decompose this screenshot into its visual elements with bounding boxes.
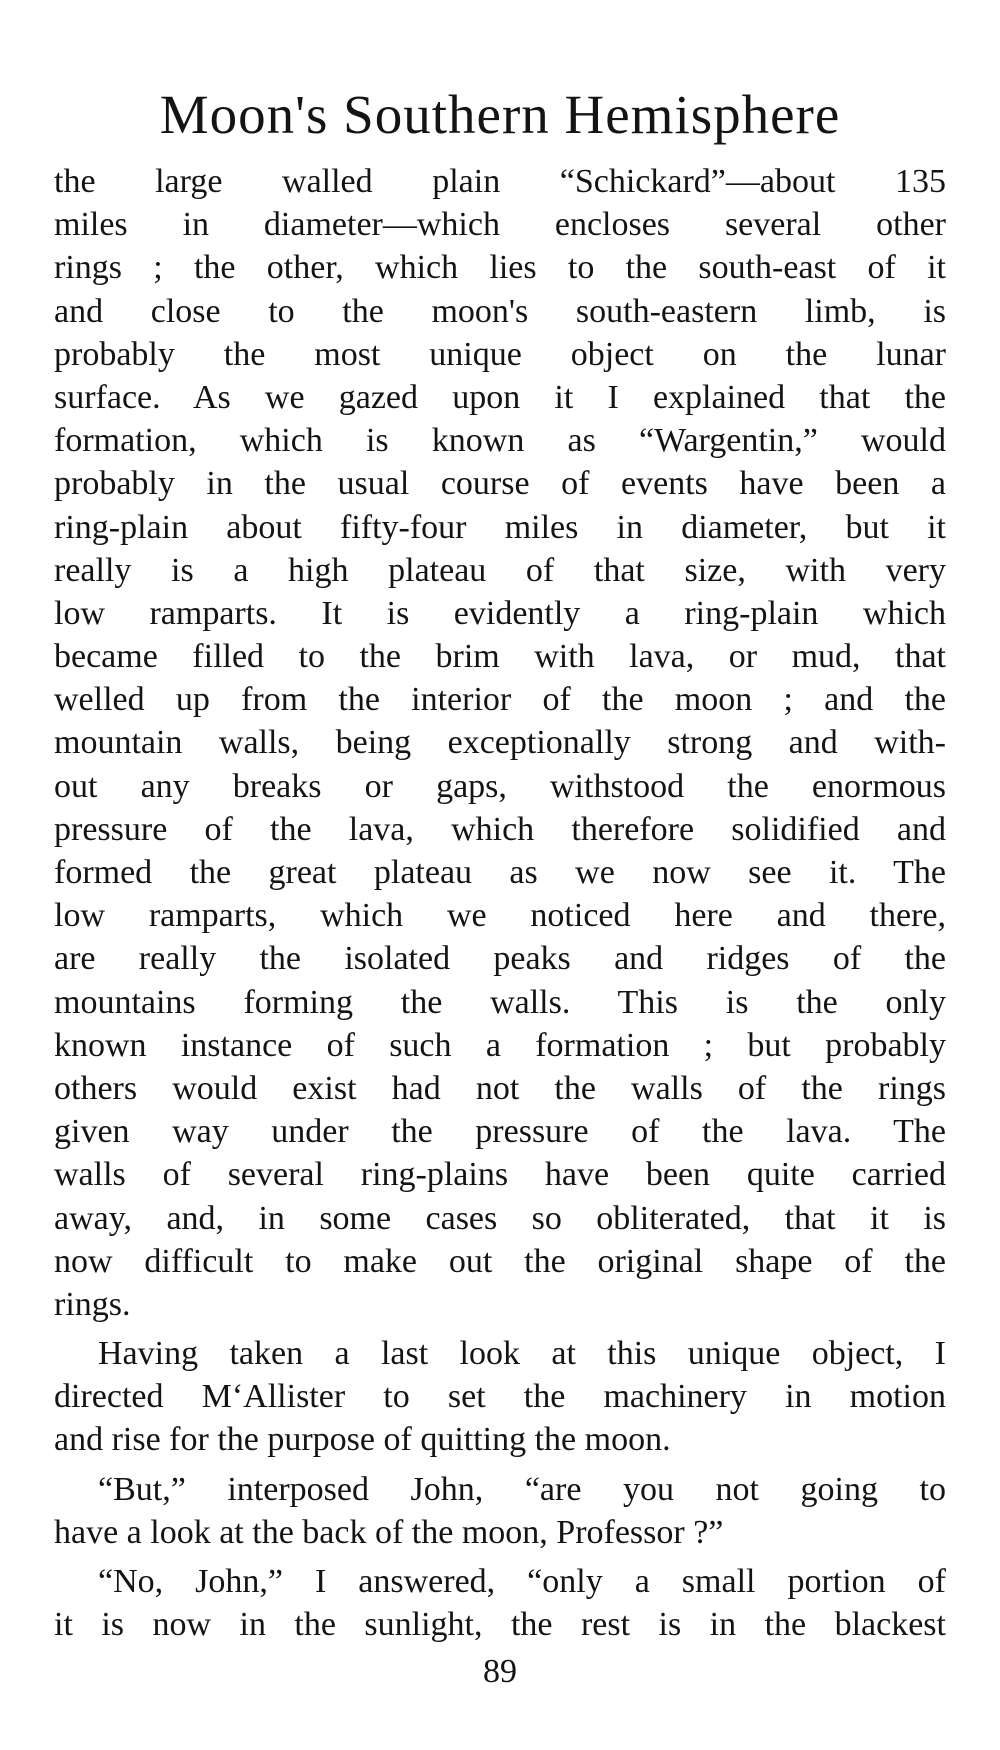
page-number: 89 [483,1653,517,1690]
text-line: low ramparts. It is evidently a ring-plain which [54,594,946,632]
text-line: have a look at the back of the moon, Professor ?” [54,1513,724,1551]
text-line: formation, which is known as “Wargentin,” would [54,422,946,460]
text-line: away, and, in some cases so obliterated, that it is [54,1199,946,1237]
text-line: are really the isolated peaks and ridges of the [54,940,946,978]
text-line: “No, John,” I answered, “only a small portion of [98,1563,946,1600]
text-line: miles in diameter—which encloses several other [54,206,946,244]
text-line: formed the great plateau as we now see it. The [54,854,946,891]
text-line: became filled to the brim with lava, or mud, that [54,638,946,676]
text-line: “But,” interposed John, “are you not going to [98,1470,946,1508]
text-line: rings ; the other, which lies to the south-east of it [54,249,946,287]
text-line: out any breaks or gaps, withstood the enormous [54,767,946,805]
text-line: and rise for the purpose of quitting the moon. [54,1421,671,1459]
text-line: directed M‘Allister to set the machinery in motion [54,1378,946,1416]
text-line: known instance of such a formation ; but probably [54,1026,946,1064]
text-line: welled up from the interior of the moon ; and the [54,681,946,719]
text-line: Having taken a last look at this unique object, I [98,1335,946,1373]
text-line: surface. As we gazed upon it I explained that the [54,378,946,416]
text-line: given way under the pressure of the lava. The [54,1113,946,1151]
text-line: mountain walls, being exceptionally strong and with- [54,724,946,762]
text-line: walls of several ring-plains have been quite carried [54,1156,946,1194]
paragraph-john-question [54,1468,946,1554]
text-line: others would exist had not the walls of the rings [54,1069,946,1107]
paragraph-departure [54,1332,946,1462]
paragraph-schickard-wargentin [54,160,946,1326]
text-line: and close to the moon's south-eastern limb, is [54,292,946,330]
text-line: pressure of the lava, which therefore solidified and [54,810,946,848]
text-line: probably the most unique object on the lunar [54,335,946,373]
text-line: now difficult to make out the original shape of the [54,1242,946,1280]
paragraph-answer [54,1560,946,1646]
text-line: probably in the usual course of events have been a [54,465,946,503]
text-line: really is a high plateau of that size, with very [54,551,946,589]
text-line: low ramparts, which we noticed here and there, [54,897,946,935]
body-text [54,160,946,1646]
running-head: Moon's Southern Hemisphere [159,84,841,145]
text-line: ring-plain about fifty-four miles in diameter, but it [54,508,946,546]
text-line: it is now in the sunlight, the rest is in the blackest [54,1606,946,1644]
text-line: mountains forming the walls. This is the only [54,983,946,1021]
text-line: the large walled plain “Schickard”—about 135 [54,163,946,200]
text-line: rings. [54,1285,131,1323]
